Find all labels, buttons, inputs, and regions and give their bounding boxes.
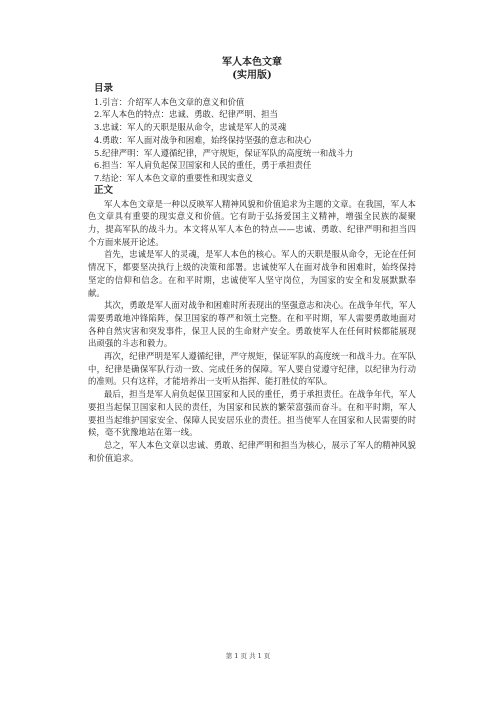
document-title: 军人本色文章 — [222, 57, 282, 68]
toc-item: 1.引言：介绍军人本色文章的意义和价值 — [94, 96, 245, 107]
toc-heading: 目录 — [94, 83, 114, 94]
body-paragraph: 军人本色文章是一种以反映军人精神风貌和价值追求为主题的文章。在我国，军人本色文章具有重要的现实意义和价值。它有助于弘扬爱国主义精神，增强全民族的凝聚力，提高军队的战斗力。本文将从军人本色的特点——忠诚、勇敢、纪律严明和担当四个方面来展开论述。 — [88, 198, 416, 247]
toc-item: 3.忠诚：军人的天职是服从命令，忠诚是军人的灵魂 — [94, 122, 287, 133]
table-of-contents — [94, 96, 416, 186]
body-paragraph: 最后，担当是军人肩负起保卫国家和人民的重任，勇于承担责任。在战争年代，军人要担当起保卫国家和人民的责任，为国家和民族的繁荣富强而奋斗。在和平时期，军人要担当起维护国家安全、保障人民安居乐业的责任。担当使军人在国家和人民需要的时候，毫不犹豫地站在第一线。 — [88, 389, 416, 438]
page-footer: 第 1 页 共 1 页 — [225, 652, 271, 660]
body-paragraph: 再次，纪律严明是军人遵循纪律，严守规矩，保证军队的高度统一和战斗力。在军队中，纪律是确保军队行动一致、完成任务的保障。军人要自觉遵守纪律，以纪律为行动的准则。只有这样，才能培养出一支听从指挥、能打胜仗的军队。 — [88, 351, 416, 387]
document-page — [88, 56, 416, 464]
toc-item: 5.纪律严明：军人遵循纪律，严守规矩，保证军队的高度统一和战斗力 — [94, 147, 354, 158]
toc-item: 4.勇敢：军人面对战争和困难，始终保持坚强的意志和决心 — [94, 134, 312, 145]
toc-item: 2.军人本色的特点：忠诚、勇敢、纪律严明、担当 — [94, 109, 278, 120]
body-paragraph: 其次，勇敢是军人面对战争和困难时所表现出的坚强意志和决心。在战争年代，军人需要勇敢地冲锋陷阵，保卫国家的尊严和领土完整。在和平时期，军人需要勇敢地面对各种自然灾害和突发事件，保卫人民的生命财产安全。勇敢使军人在任何时候都能展现出顽强的斗志和毅力。 — [88, 300, 416, 349]
document-body — [88, 198, 416, 465]
document-subtitle: (实用版) — [232, 70, 272, 81]
toc-item: 7.结论：军人本色文章的重要性和现实意义 — [94, 173, 253, 184]
body-paragraph: 首先，忠诚是军人的灵魂，是军人本色的核心。军人的天职是服从命令，无论在任何情况下，都要坚决执行上级的决策和部署。忠诚使军人在面对战争和困难时，始终保持坚定的信仰和信念。在和平时期，忠诚使军人坚守岗位，为国家的安全和发展默默奉献。 — [88, 249, 416, 298]
toc-item: 6.担当：军人肩负起保卫国家和人民的重任，勇于承担责任 — [94, 160, 312, 171]
body-paragraph: 总之，军人本色文章以忠诚、勇敢、纪律严明和担当为核心，展示了军人的精神风貌和价值追求。 — [88, 439, 416, 463]
body-heading: 正文 — [94, 185, 114, 197]
